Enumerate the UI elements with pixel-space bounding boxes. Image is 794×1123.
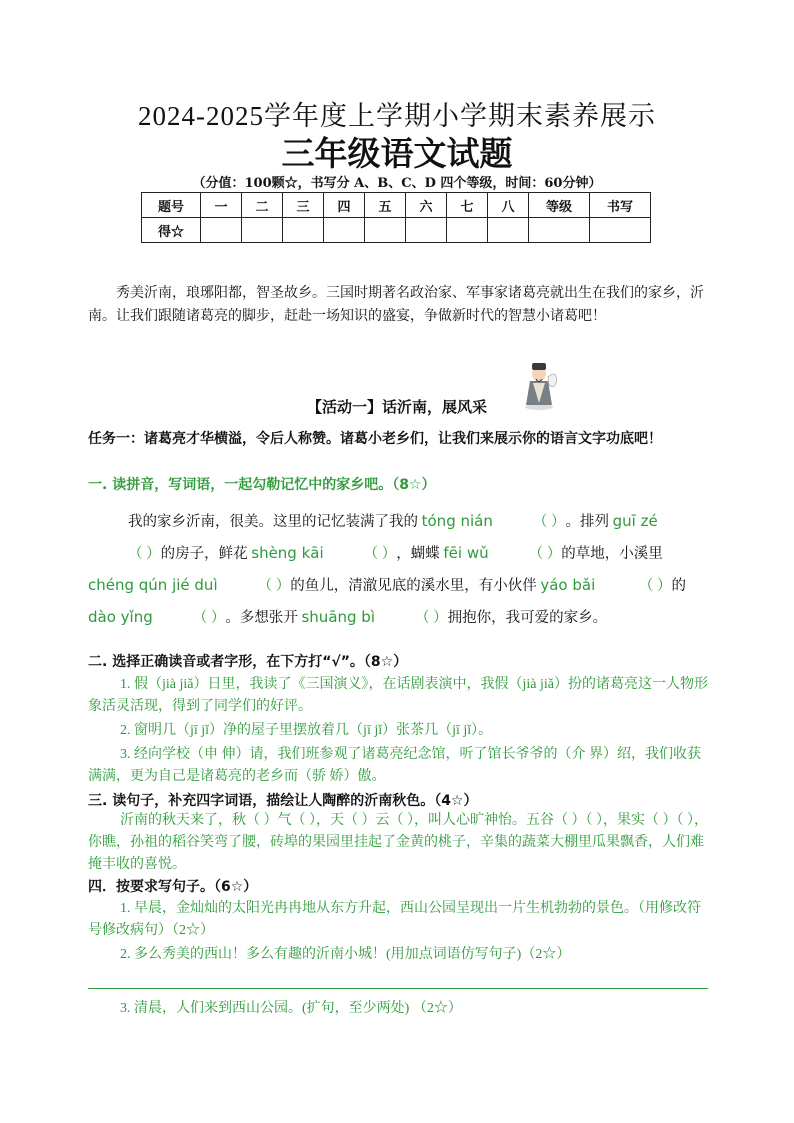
score-cell: 六 xyxy=(406,193,447,218)
pinyin-prompt: fēi wǔ xyxy=(443,544,489,562)
section2-q1: 1. 假（jià jiǎ）日里，我读了《三国演义》，在话剧表演中，我假（jià jiǎ）扮的诸葛亮这一人物形象活灵活现，得到了同学们的好评。 xyxy=(88,677,708,714)
pinyin-prompt: chéng qún jié duì xyxy=(88,576,218,594)
score-cell: 七 xyxy=(447,193,488,218)
score-cell: 八 xyxy=(488,193,529,218)
pinyin-prompt: dào yǐng xyxy=(88,608,153,626)
pinyin-prompt: yáo bǎi xyxy=(540,576,596,594)
task1-text: 任务一：诸葛亮才华横溢，令后人称赞。诸葛小老乡们，让我们来展示你的语言文字功底吧！ xyxy=(88,431,662,447)
score-input-cell[interactable] xyxy=(242,218,283,243)
score-input-cell[interactable] xyxy=(590,218,651,243)
pinyin-prompt: shuāng bì xyxy=(301,608,375,626)
passage-text: 。排列 xyxy=(565,514,609,530)
score-input-cell[interactable] xyxy=(529,218,590,243)
passage-text: 。多想张开 xyxy=(225,610,298,626)
answer-blank[interactable]: （ ） xyxy=(528,546,562,562)
score-input-cell[interactable] xyxy=(406,218,447,243)
score-table-header-row xyxy=(142,193,651,218)
section3-heading: 三. 读句子，补充四字词语，描绘让人陶醉的沂南秋色。（4☆） xyxy=(88,793,478,809)
score-table xyxy=(141,192,651,243)
exam-title-line1: 2024-2025学年度上学期小学期末素养展示 xyxy=(138,101,656,131)
passage-text: 的草地，小溪里 xyxy=(561,546,663,562)
section2-q3: 3. 经向学校（申 伸）请，我们班参观了诸葛亮纪念馆，听了馆长爷爷的（介 界）绍，我们收获满满，更为自己是诸葛亮的老乡而（骄 娇）傲。 xyxy=(88,747,701,784)
answer-blank[interactable]: （ ） xyxy=(638,578,672,594)
section2-heading: 二. 选择正确读音或者字形，在下方打“√”。（8☆） xyxy=(88,654,408,670)
intro-paragraph: 秀美沂南，琅琊阳都，智圣故乡。三国时期著名政治家、军事家诸葛亮就出生在我们的家乡，沂南。让我们跟随诸葛亮的脚步，赶赴一场知识的盛宴，争做新时代的智慧小诸葛吧！ xyxy=(88,286,704,324)
score-cell: 书写 xyxy=(590,193,651,218)
score-input-cell[interactable] xyxy=(447,218,488,243)
section2-q2: 2. 窗明几（jī jǐ）净的屋子里摆放着几（jī jǐ）张茶几（jī jǐ）。 xyxy=(120,723,493,738)
section1-heading: 一. 读拼音，写词语，一起勾勒记忆中的家乡吧。（8☆） xyxy=(88,477,436,493)
score-input-cell[interactable] xyxy=(488,218,529,243)
score-cell: 一 xyxy=(201,193,242,218)
scoring-note: （分值：100颗☆，书写分 A、B、C、D 四个等级，时间：60分钟） xyxy=(192,176,602,191)
score-cell: 二 xyxy=(242,193,283,218)
section4-heading: 四．按要求写句子。（6☆） xyxy=(88,879,258,895)
score-row-label: 得☆ xyxy=(142,218,201,243)
passage-text: 的鱼儿，清澈见底的溪水里，有小伙伴 xyxy=(290,578,537,594)
answer-blank[interactable]: （ ） xyxy=(415,610,448,626)
score-input-cell[interactable] xyxy=(324,218,365,243)
exam-title-line2: 三年级语文试题 xyxy=(281,134,513,173)
passage-text: 的 xyxy=(671,578,687,594)
answer-blank[interactable]: （ ） xyxy=(363,546,397,562)
section3-passage: 沂南的秋天来了，秋（ ）气（ ），天（ ）云（ ），叫人心旷神怡。五谷（ ）（ ），果实（ ）（ ），你瞧，孙祖的稻谷笑弯了腰，砖埠的果园里挂起了金黄的桃子，辛集的蔬菜大棚里瓜果飘香，人们难掩丰收的喜悦。 xyxy=(88,813,708,872)
answer-blank[interactable]: （ ） xyxy=(257,578,291,594)
score-cell: 题号 xyxy=(142,193,201,218)
answer-blank[interactable]: （ ） xyxy=(192,610,226,626)
passage-text: 拥抱你，我可爱的家乡。 xyxy=(447,610,608,626)
passage-text: 的房子，鲜花 xyxy=(160,546,248,562)
score-cell: 三 xyxy=(283,193,324,218)
section4-q1: 1. 早晨，金灿灿的太阳光冉冉地从东方升起，西山公园呈现出一片生机勃勃的景色。（用修改符号修改病句）（2☆） xyxy=(88,901,701,938)
score-table-score-row xyxy=(142,218,651,243)
score-input-cell[interactable] xyxy=(365,218,406,243)
score-cell: 五 xyxy=(365,193,406,218)
pinyin-prompt: shèng kāi xyxy=(251,544,324,562)
pinyin-prompt: guī zé xyxy=(612,512,658,530)
score-input-cell[interactable] xyxy=(201,218,242,243)
passage-text: 我的家乡沂南，很美。这里的记忆装满了我的 xyxy=(128,514,418,530)
score-cell: 四 xyxy=(324,193,365,218)
answer-blank[interactable]: （ ） xyxy=(128,546,161,562)
section4-q2: 2. 多么秀美的西山！多么有趣的沂南小城！(用加点词语仿写句子)（2☆） xyxy=(120,947,571,962)
answer-line[interactable] xyxy=(88,988,708,989)
pinyin-prompt: tóng nián xyxy=(421,512,493,530)
score-input-cell[interactable] xyxy=(283,218,324,243)
score-cell: 等级 xyxy=(529,193,590,218)
section4-q3: 3. 清晨，人们来到西山公园。(扩句，至少两处) （2☆） xyxy=(120,1001,462,1016)
answer-blank[interactable]: （ ） xyxy=(532,514,566,530)
section1-passage xyxy=(88,506,710,634)
passage-text: ，蝴蝶 xyxy=(396,546,440,562)
activity1-title: 【活动一】话沂南，展风采 xyxy=(306,398,487,416)
